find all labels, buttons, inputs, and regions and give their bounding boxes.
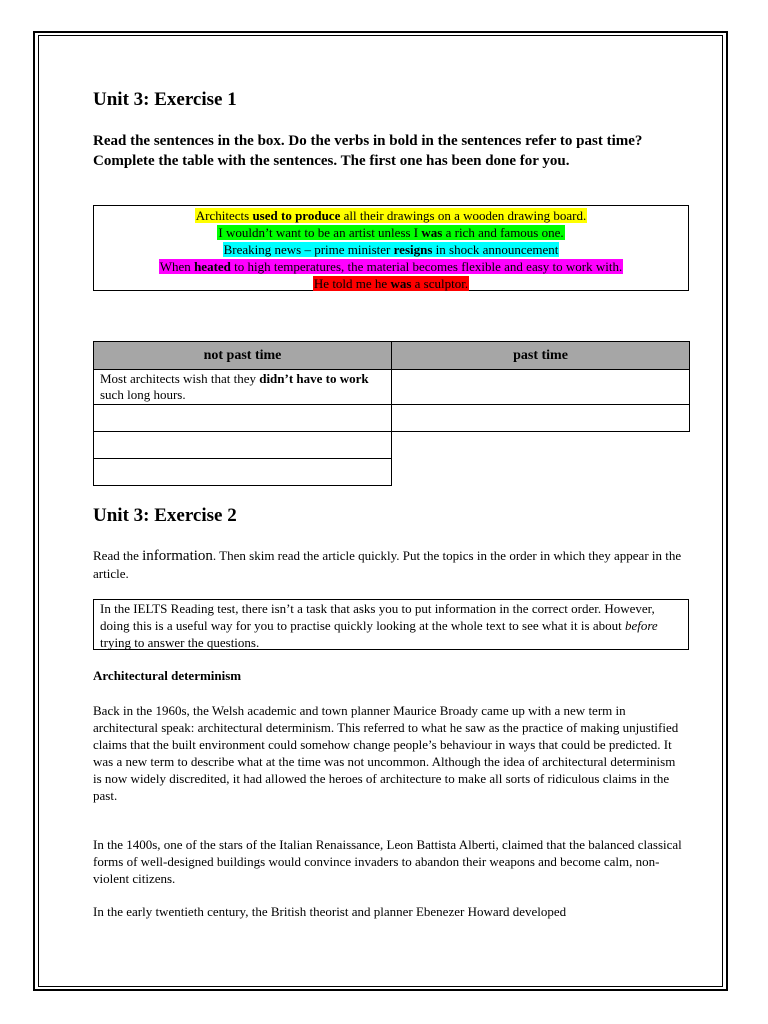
sentence-1: Architects used to produce all their drawings on a wooden drawing board. xyxy=(195,208,587,223)
ielts-info-box: In the IELTS Reading test, there isn’t a task that asks you to put information in the correct order. However, doing this is a useful way for you to practise quickly looking at the whole text to see what it is about before trying to answer the questions. xyxy=(93,599,689,650)
example-cell: Most architects wish that they didn’t have to work such long hours. xyxy=(94,370,392,405)
article-paragraph-1: Back in the 1960s, the Welsh academic and town planner Maurice Broady came up with a new term in architectural speak: architectural determinism. This referred to what he saw as the practice of making unjustified claims that the built environment could somehow change people’s behaviour in ways that could be predicted. It was a new term to describe what at the time was not uncommon. Although the idea of architectural determinism is now widely discredited, it had allowed the heroes of architecture to make all sorts of ridiculous claims in the past. xyxy=(93,703,679,803)
table-cell-not-past-2[interactable] xyxy=(94,405,392,432)
exercise1-title: Unit 3: Exercise 1 xyxy=(93,89,237,110)
table-cell-not-past-3[interactable] xyxy=(94,432,392,459)
exercise2-intro: Read the information. Then skim read the article quickly. Put the topics in the order in which they appear in the article. xyxy=(93,548,682,581)
table-cell-not-past-4[interactable] xyxy=(94,459,392,486)
sentence-4: When heated to high temperatures, the material becomes flexible and easy to work with. xyxy=(159,259,623,274)
past-time-table xyxy=(93,341,690,486)
table-empty-space xyxy=(392,432,690,459)
article-title: Architectural determinism xyxy=(93,668,242,683)
header-past-time: past time xyxy=(392,342,690,370)
article-paragraph-3: In the early twentieth century, the British theorist and planner Ebenezer Howard developed xyxy=(93,904,567,919)
table-cell-past-2[interactable] xyxy=(392,405,690,432)
table-empty-space-2 xyxy=(392,459,690,486)
sentence-5: He told me he was a sculptor. xyxy=(313,276,469,291)
table-cell-past-1[interactable] xyxy=(392,370,690,405)
sentence-2: I wouldn’t want to be an artist unless I was a rich and famous one. xyxy=(218,225,564,240)
exercise1-instruction: Read the sentences in the box. Do the verbs in bold in the sentences refer to past time? Complete the table with the sentences. The first one has been done for you. xyxy=(93,133,643,169)
exercise2-title: Unit 3: Exercise 2 xyxy=(93,505,237,526)
sentence-box xyxy=(93,205,689,291)
article-paragraph-2: In the 1400s, one of the stars of the Italian Renaissance, Leon Battista Alberti, claimed that the balanced classical forms of well-designed buildings would convince invaders to abandon their weapons and become calm, non-violent citizens. xyxy=(93,837,682,886)
sentence-3: Breaking news – prime minister resigns in shock announcement xyxy=(223,242,559,257)
header-not-past-time: not past time xyxy=(94,342,392,370)
